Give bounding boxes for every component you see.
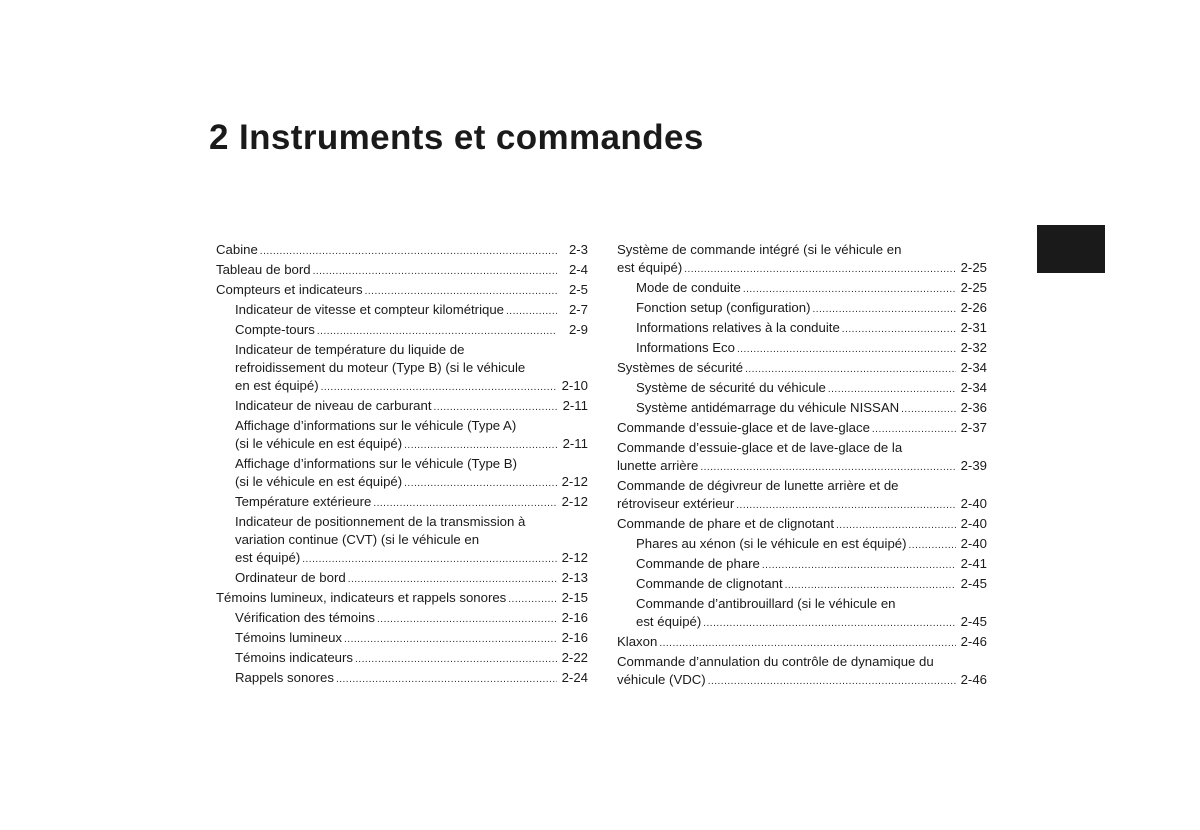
toc-entry-text: Fonction setup (configuration) bbox=[636, 300, 811, 315]
chapter-thumb-tab bbox=[1037, 225, 1105, 273]
toc-entry-text: Systèmes de sécurité bbox=[617, 360, 744, 375]
toc-entry-text: Système antidémarrage du véhicule NISSAN bbox=[636, 400, 900, 415]
dot-leader bbox=[313, 263, 557, 281]
toc-page-number: 2-45 bbox=[960, 614, 987, 629]
toc-subentry[interactable] bbox=[617, 319, 987, 339]
dot-leader bbox=[659, 635, 955, 653]
dot-leader bbox=[506, 303, 557, 321]
toc-entry-text: Rappels sonores bbox=[235, 670, 334, 685]
toc-entry-text: Vérification des témoins bbox=[235, 610, 376, 625]
toc-page-number: 2-11 bbox=[562, 436, 588, 451]
toc-column-right bbox=[617, 241, 987, 691]
dot-leader bbox=[317, 323, 557, 341]
toc-subentry[interactable] bbox=[216, 301, 588, 321]
toc-subentry[interactable] bbox=[216, 569, 588, 589]
toc-entry-text: véhicule (VDC) bbox=[617, 672, 706, 687]
dot-leader bbox=[348, 571, 557, 589]
toc-page-number: 2-32 bbox=[960, 340, 987, 355]
toc-page-number: 2-16 bbox=[561, 610, 588, 625]
toc-page-number: 2-46 bbox=[960, 634, 987, 649]
toc-page-number: 2-13 bbox=[561, 570, 588, 585]
toc-entry-text: Indicateur de température du liquide de bbox=[235, 342, 465, 357]
toc-page-number: 2-39 bbox=[960, 458, 987, 473]
dot-leader bbox=[321, 379, 557, 397]
toc-entry-text: (si le véhicule en est équipé) bbox=[235, 436, 403, 451]
toc-entry-text: Cabine bbox=[216, 242, 258, 257]
toc-entry[interactable] bbox=[617, 515, 987, 535]
toc-entry-text: variation continue (CVT) (si le véhicule en bbox=[235, 532, 480, 547]
toc-entry-text: Commande de phare bbox=[636, 556, 760, 571]
toc-page-number: 2-15 bbox=[561, 590, 588, 605]
toc-subentry[interactable] bbox=[216, 609, 588, 629]
dot-leader bbox=[836, 517, 956, 535]
toc-subentry[interactable] bbox=[617, 299, 987, 319]
toc-subentry[interactable] bbox=[216, 513, 588, 569]
toc-entry-text: Indicateur de positionnement de la transmission à bbox=[235, 514, 526, 529]
toc-subentry[interactable] bbox=[617, 555, 987, 575]
toc-entry-text: Témoins indicateurs bbox=[235, 650, 354, 665]
toc-entry-text: Température extérieure bbox=[235, 494, 372, 509]
toc-entry-text: Indicateur de niveau de carburant bbox=[235, 398, 432, 413]
toc-page-number: 2-36 bbox=[960, 400, 987, 415]
toc-page-number: 2-22 bbox=[561, 650, 588, 665]
dot-leader bbox=[365, 283, 557, 301]
toc-entry-text: Commande d’essuie-glace et de lave-glace bbox=[617, 420, 870, 435]
dot-leader bbox=[684, 261, 955, 279]
toc-subentry[interactable] bbox=[617, 339, 987, 359]
toc-subentry[interactable] bbox=[216, 669, 588, 689]
toc-subentry[interactable] bbox=[216, 493, 588, 513]
toc-subentry[interactable] bbox=[617, 399, 987, 419]
toc-entry-text: Commande d’annulation du contrôle de dynamique du bbox=[617, 654, 934, 669]
toc-subentry[interactable] bbox=[617, 595, 987, 633]
toc-entry-text: Phares au xénon (si le véhicule en est équipé) bbox=[636, 536, 907, 551]
toc-page-number: 2-25 bbox=[960, 260, 987, 275]
dot-leader bbox=[828, 381, 956, 399]
toc-entry-text: Compteurs et indicateurs bbox=[216, 282, 363, 297]
toc-page-number: 2-3 bbox=[568, 242, 588, 257]
dot-leader bbox=[404, 437, 557, 455]
toc-page-number: 2-12 bbox=[561, 474, 588, 489]
toc-entry-text: Témoins lumineux bbox=[235, 630, 343, 645]
toc-entry-text: lunette arrière bbox=[617, 458, 699, 473]
dot-leader bbox=[404, 475, 556, 493]
toc-entry-text: Compte-tours bbox=[235, 322, 315, 337]
toc-page-number: 2-25 bbox=[960, 280, 987, 295]
toc-entry-text: Commande d’antibrouillard (si le véhicule en bbox=[636, 596, 896, 611]
toc-page-number: 2-11 bbox=[562, 398, 588, 413]
toc-page-number: 2-7 bbox=[568, 302, 588, 317]
toc-subentry[interactable] bbox=[216, 629, 588, 649]
toc-page-number: 2-12 bbox=[561, 494, 588, 509]
dot-leader bbox=[344, 631, 557, 649]
toc-subentry[interactable] bbox=[617, 379, 987, 399]
toc-page-number: 2-12 bbox=[561, 550, 588, 565]
toc-entry[interactable] bbox=[617, 477, 987, 515]
dot-leader bbox=[745, 361, 956, 379]
dot-leader bbox=[703, 615, 955, 633]
toc-entry-text: Commande de dégivreur de lunette arrière et de bbox=[617, 478, 899, 493]
toc-entry[interactable] bbox=[617, 439, 987, 477]
toc-entry[interactable] bbox=[617, 359, 987, 379]
toc-entry-text: est équipé) bbox=[235, 550, 301, 565]
toc-page-number: 2-40 bbox=[960, 536, 987, 551]
dot-leader bbox=[785, 577, 956, 595]
toc-entry-text: Système de commande intégré (si le véhicule en bbox=[617, 242, 902, 257]
toc-entry[interactable] bbox=[216, 281, 588, 301]
dot-leader bbox=[736, 497, 955, 515]
toc-entry-text: (si le véhicule en est équipé) bbox=[235, 474, 403, 489]
toc-subentry[interactable] bbox=[617, 535, 987, 555]
toc-subentry[interactable] bbox=[617, 575, 987, 595]
toc-page-number: 2-41 bbox=[960, 556, 987, 571]
toc-entry-text: est équipé) bbox=[636, 614, 702, 629]
toc-entry[interactable] bbox=[617, 633, 987, 653]
dot-leader bbox=[812, 301, 955, 319]
dot-leader bbox=[909, 537, 956, 555]
toc-subentry[interactable] bbox=[216, 397, 588, 417]
toc-page-number: 2-45 bbox=[960, 576, 987, 591]
toc-subentry[interactable] bbox=[216, 321, 588, 341]
toc-entry-text: Commande d’essuie-glace et de lave-glace de la bbox=[617, 440, 903, 455]
dot-leader bbox=[762, 557, 956, 575]
dot-leader bbox=[708, 673, 956, 691]
dot-leader bbox=[743, 281, 956, 299]
toc-entry-text: rétroviseur extérieur bbox=[617, 496, 735, 511]
toc-subentry[interactable] bbox=[617, 279, 987, 299]
toc-page-number: 2-9 bbox=[568, 322, 588, 337]
toc-entry-text: Mode de conduite bbox=[636, 280, 741, 295]
toc-page-number: 2-40 bbox=[960, 496, 987, 511]
toc-entry-text: Système de sécurité du véhicule bbox=[636, 380, 826, 395]
dot-leader bbox=[737, 341, 956, 359]
dot-leader bbox=[377, 611, 557, 629]
toc-subentry[interactable] bbox=[216, 341, 588, 397]
toc-page-number: 2-34 bbox=[960, 380, 987, 395]
toc-entry-text: refroidissement du moteur (Type B) (si le véhicule bbox=[235, 360, 526, 375]
toc-entry[interactable] bbox=[617, 419, 987, 439]
dot-leader bbox=[336, 671, 557, 689]
toc-entry-text: Indicateur de vitesse et compteur kilométrique bbox=[235, 302, 505, 317]
toc-subentry[interactable] bbox=[216, 417, 588, 455]
toc-page-number: 2-40 bbox=[960, 516, 987, 531]
page-title: 2 Instruments et commandes bbox=[209, 118, 704, 157]
toc-entry[interactable] bbox=[216, 261, 588, 281]
toc-page-number: 2-5 bbox=[568, 282, 588, 297]
dot-leader bbox=[260, 243, 557, 261]
toc-entry-text: Affichage d’informations sur le véhicule (Type A) bbox=[235, 418, 517, 433]
toc-page-number: 2-34 bbox=[960, 360, 987, 375]
toc-entry-text: en est équipé) bbox=[235, 378, 319, 393]
toc-page-number: 2-4 bbox=[568, 262, 588, 277]
dot-leader bbox=[842, 321, 956, 339]
toc-page-number: 2-31 bbox=[960, 320, 987, 335]
toc-entry[interactable] bbox=[617, 653, 987, 691]
toc-entry-text: Klaxon bbox=[617, 634, 658, 649]
toc-subentry[interactable] bbox=[216, 649, 588, 669]
toc-entry[interactable] bbox=[216, 589, 588, 609]
toc-entry-text: Informations Eco bbox=[636, 340, 735, 355]
toc-entry-text: est équipé) bbox=[617, 260, 683, 275]
dot-leader bbox=[302, 551, 556, 569]
toc-page-number: 2-16 bbox=[561, 630, 588, 645]
toc-page-number: 2-24 bbox=[561, 670, 588, 685]
toc-page-number: 2-37 bbox=[960, 420, 987, 435]
toc-entry-text: Commande de clignotant bbox=[636, 576, 783, 591]
toc-entry-text: Informations relatives à la conduite bbox=[636, 320, 840, 335]
toc-subentry[interactable] bbox=[216, 455, 588, 493]
dot-leader bbox=[355, 651, 557, 669]
toc-page-number: 2-46 bbox=[960, 672, 987, 687]
dot-leader bbox=[901, 401, 955, 419]
toc-entry-text: Tableau de bord bbox=[216, 262, 311, 277]
toc-entry-text: Commande de phare et de clignotant bbox=[617, 516, 835, 531]
toc-entry-text: Ordinateur de bord bbox=[235, 570, 346, 585]
dot-leader bbox=[373, 495, 556, 513]
toc-column-left bbox=[216, 241, 588, 689]
toc-page-number: 2-26 bbox=[960, 300, 987, 315]
dot-leader bbox=[700, 459, 955, 477]
toc-entry-text: Témoins lumineux, indicateurs et rappels sonores bbox=[216, 590, 507, 605]
toc-page-number: 2-10 bbox=[561, 378, 588, 393]
toc-entry[interactable] bbox=[216, 241, 588, 261]
dot-leader bbox=[508, 591, 556, 609]
dot-leader bbox=[433, 399, 557, 417]
toc-entry-text: Affichage d’informations sur le véhicule (Type B) bbox=[235, 456, 517, 471]
dot-leader bbox=[872, 421, 956, 439]
toc-entry[interactable] bbox=[617, 241, 987, 279]
